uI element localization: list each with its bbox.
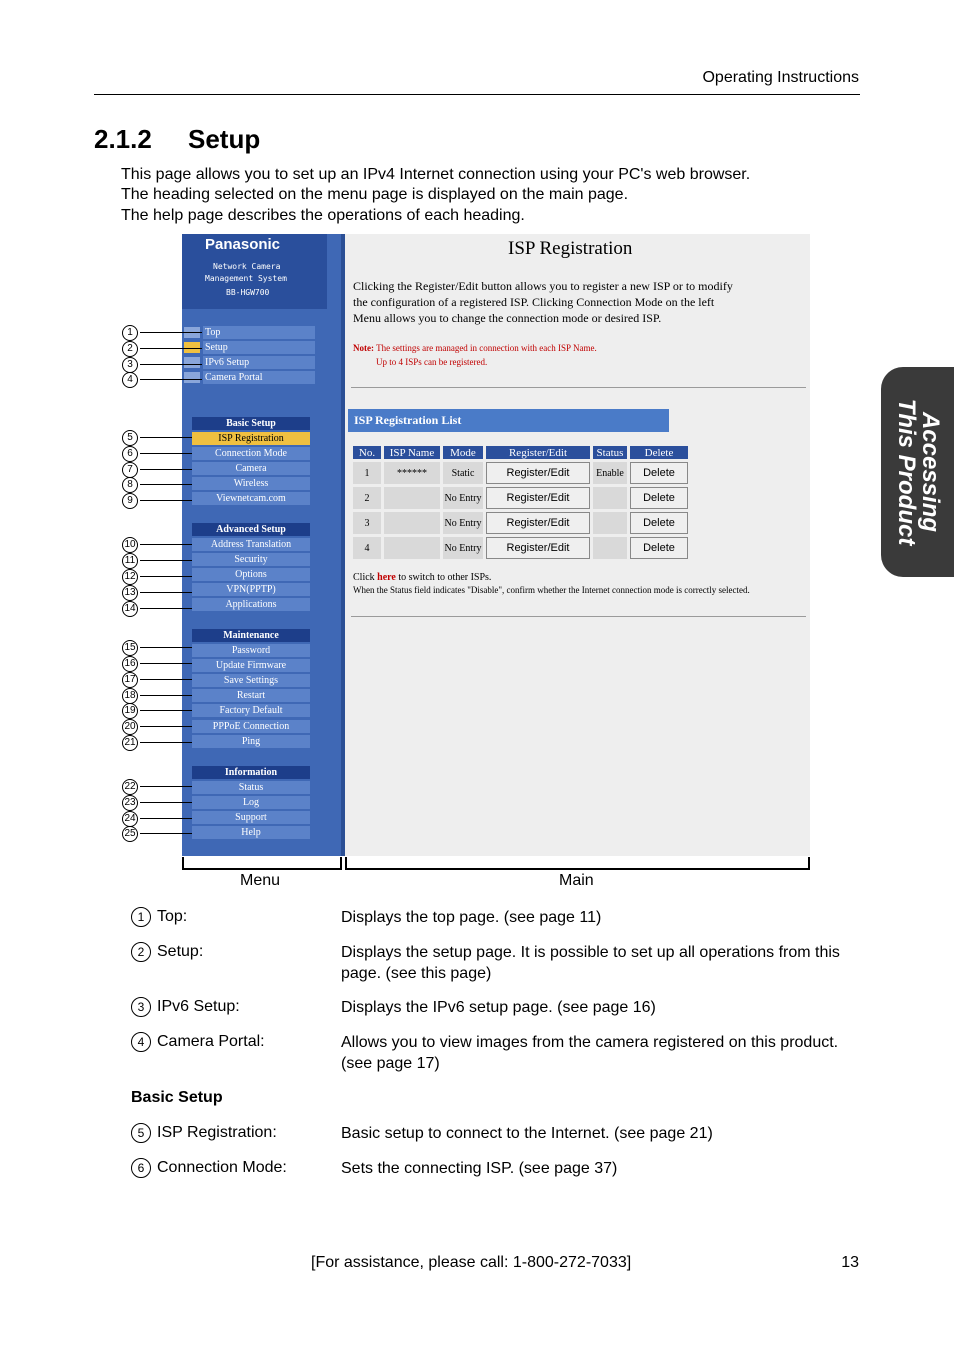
main-desc: Clicking the Register/Edit button allows you to register a new ISP or to modify bbox=[353, 279, 733, 293]
callout-14: 14 bbox=[122, 601, 138, 617]
list-title: ISP Registration List bbox=[348, 409, 669, 432]
menu-item-pppoe-connection[interactable]: PPPoE Connection bbox=[192, 720, 310, 733]
menu-item-address-translation[interactable]: Address Translation bbox=[192, 538, 310, 551]
callout-line bbox=[140, 364, 202, 365]
table-row bbox=[353, 537, 688, 559]
callout-3: 3 bbox=[122, 357, 138, 373]
intro-line: The heading selected on the menu page is displayed on the main page. bbox=[121, 186, 629, 203]
menu-item-security[interactable]: Security bbox=[192, 553, 310, 566]
running-header: Operating Instructions bbox=[702, 69, 859, 86]
cell-status bbox=[593, 487, 627, 509]
callout-2: 2 bbox=[122, 341, 138, 357]
cell-no: 1 bbox=[353, 462, 381, 484]
logo-line: Management System bbox=[205, 274, 287, 283]
callout-line bbox=[140, 679, 192, 680]
menu-label: Menu bbox=[240, 872, 281, 889]
callout-4: 4 bbox=[122, 372, 138, 388]
note-label: Note: bbox=[353, 343, 374, 353]
def-term: Top: bbox=[157, 908, 188, 925]
callout-line bbox=[140, 576, 192, 577]
menu-item-password[interactable]: Password bbox=[192, 644, 310, 657]
def-number: 4 bbox=[131, 1032, 151, 1052]
callout-line bbox=[140, 544, 192, 545]
logo-line: Network Camera bbox=[213, 262, 281, 271]
isp-table bbox=[350, 443, 691, 562]
chapter-tab-line1: Accessing bbox=[916, 411, 944, 533]
menu-item-ping[interactable]: Ping bbox=[192, 735, 310, 748]
cell-isp-name: ****** bbox=[384, 462, 440, 484]
callout-line bbox=[140, 332, 202, 333]
delete-button[interactable]: Delete bbox=[630, 512, 688, 534]
table-row bbox=[353, 512, 688, 534]
callout-21: 21 bbox=[122, 735, 138, 751]
def-number: 5 bbox=[131, 1123, 151, 1143]
callout-7: 7 bbox=[122, 462, 138, 478]
main-bracket bbox=[808, 857, 810, 870]
here-link[interactable]: here bbox=[377, 572, 396, 583]
def-number: 6 bbox=[131, 1158, 151, 1178]
menu-item-camera-portal[interactable]: Camera Portal bbox=[203, 371, 315, 384]
main-desc: the configuration of a registered ISP. Clicking Connection Mode on the left bbox=[353, 295, 715, 309]
register-edit-button[interactable]: Register/Edit bbox=[486, 537, 590, 559]
def-number: 2 bbox=[131, 942, 151, 962]
def-term: ISP Registration: bbox=[157, 1124, 277, 1141]
intro-line: This page allows you to set up an IPv4 Internet connection using your PC's web browser. bbox=[121, 166, 751, 183]
cell-isp-name bbox=[384, 512, 440, 534]
menu-frame bbox=[182, 234, 341, 856]
callout-16: 16 bbox=[122, 656, 138, 672]
register-edit-button[interactable]: Register/Edit bbox=[486, 487, 590, 509]
chapter-tab bbox=[881, 367, 954, 577]
menu-item-log[interactable]: Log bbox=[192, 796, 310, 809]
callout-line bbox=[140, 726, 192, 727]
group-header-advanced: Advanced Setup bbox=[192, 523, 310, 536]
cell-mode: Static bbox=[443, 462, 483, 484]
divider bbox=[351, 616, 806, 617]
callout-line bbox=[140, 802, 192, 803]
note-text: The settings are managed in connection with each ISP Name. bbox=[376, 343, 597, 353]
callout-line bbox=[140, 663, 192, 664]
def-term: Connection Mode: bbox=[157, 1159, 287, 1176]
delete-button[interactable]: Delete bbox=[630, 487, 688, 509]
callout-5: 5 bbox=[122, 430, 138, 446]
col-no: No. bbox=[353, 446, 381, 459]
menu-bracket bbox=[182, 857, 184, 870]
col-mode: Mode bbox=[443, 446, 483, 459]
callout-line bbox=[140, 695, 192, 696]
callout-8: 8 bbox=[122, 477, 138, 493]
callout-line bbox=[140, 484, 192, 485]
main-bracket bbox=[345, 857, 347, 870]
note-text-2: Up to 4 ISPs can be registered. bbox=[376, 357, 488, 367]
brand-logo: Panasonic bbox=[205, 236, 281, 253]
menu-item-wireless[interactable]: Wireless bbox=[192, 477, 310, 490]
menu-item-options[interactable]: Options bbox=[192, 568, 310, 581]
main-title: ISP Registration bbox=[508, 238, 633, 259]
cell-status bbox=[593, 512, 627, 534]
menu-item-help[interactable]: Help bbox=[192, 826, 310, 839]
callout-line bbox=[140, 560, 192, 561]
callout-line bbox=[140, 608, 192, 609]
click-pre: Click bbox=[353, 572, 375, 583]
assistance-footer: [For assistance, please call: 1-800-272-7033] bbox=[311, 1254, 632, 1271]
cell-no: 2 bbox=[353, 487, 381, 509]
def-desc: Basic setup to connect to the Internet. (see page 21) bbox=[341, 1125, 713, 1142]
section-title: Setup bbox=[188, 124, 261, 154]
callout-line bbox=[140, 647, 192, 648]
def-desc: Displays the IPv6 setup page. (see page 16) bbox=[341, 999, 656, 1016]
table-row bbox=[353, 462, 688, 484]
callout-11: 11 bbox=[122, 553, 138, 569]
cell-isp-name bbox=[384, 537, 440, 559]
menu-marker bbox=[184, 372, 200, 383]
intro-line: The help page describes the operations of each heading. bbox=[121, 207, 525, 224]
callout-line bbox=[140, 500, 192, 501]
callout-1: 1 bbox=[122, 325, 138, 341]
header-rule bbox=[94, 94, 860, 95]
callout-18: 18 bbox=[122, 688, 138, 704]
callout-12: 12 bbox=[122, 569, 138, 585]
col-delete: Delete bbox=[630, 446, 688, 459]
click-line bbox=[353, 572, 491, 583]
logo-model: BB-HGW700 bbox=[226, 288, 270, 297]
menu-item-viewnetcam[interactable]: Viewnetcam.com bbox=[192, 492, 310, 505]
register-edit-button[interactable]: Register/Edit bbox=[486, 512, 590, 534]
def-number: 3 bbox=[131, 997, 151, 1017]
menu-item-ipv6-setup[interactable]: IPv6 Setup bbox=[203, 356, 315, 369]
callout-line bbox=[140, 742, 192, 743]
click-post: to switch to other ISPs. bbox=[398, 572, 492, 583]
callout-10: 10 bbox=[122, 537, 138, 553]
def-number: 1 bbox=[131, 907, 151, 927]
menu-item-vpn[interactable]: VPN(PPTP) bbox=[192, 583, 310, 596]
register-edit-button[interactable]: Register/Edit bbox=[486, 462, 590, 484]
callout-line bbox=[140, 453, 192, 454]
cell-mode: No Entry bbox=[443, 512, 483, 534]
def-desc: Displays the top page. (see page 11) bbox=[341, 909, 602, 926]
callout-6: 6 bbox=[122, 446, 138, 462]
menu-item-update-firmware[interactable]: Update Firmware bbox=[192, 659, 310, 672]
table-header-row bbox=[353, 446, 688, 459]
cell-status: Enable bbox=[593, 462, 627, 484]
section-number: 2.1.2 bbox=[94, 124, 152, 154]
logo-panel bbox=[182, 234, 327, 309]
def-desc: Allows you to view images from the camera registered on this product. (see page 17) bbox=[341, 1034, 839, 1072]
callout-line bbox=[140, 379, 202, 380]
callout-17: 17 bbox=[122, 672, 138, 688]
col-status: Status bbox=[593, 446, 627, 459]
page-number: 13 bbox=[841, 1254, 859, 1271]
delete-button[interactable]: Delete bbox=[630, 462, 688, 484]
callout-line bbox=[140, 437, 192, 438]
callout-line bbox=[140, 592, 192, 593]
menu-item-applications[interactable]: Applications bbox=[192, 598, 310, 611]
menu-item-support[interactable]: Support bbox=[192, 811, 310, 824]
def-desc: Displays the setup page. It is possible to set up all operations from this page. (see this page) bbox=[341, 944, 840, 982]
callout-24: 24 bbox=[122, 811, 138, 827]
status-note: When the Status field indicates "Disable", confirm whether the Internet connection mode is correctly selected. bbox=[353, 585, 750, 595]
basic-setup-heading: Basic Setup bbox=[131, 1089, 223, 1106]
callout-9: 9 bbox=[122, 493, 138, 509]
menu-marker bbox=[184, 357, 200, 368]
group-header-basic: Basic Setup bbox=[192, 417, 310, 430]
table-row bbox=[353, 487, 688, 509]
callout-line bbox=[140, 469, 192, 470]
menu-item-camera[interactable]: Camera bbox=[192, 462, 310, 475]
menu-item-setup[interactable]: Setup bbox=[203, 341, 315, 354]
frame-divider bbox=[341, 234, 345, 856]
callout-23: 23 bbox=[122, 795, 138, 811]
callout-25: 25 bbox=[122, 826, 138, 842]
menu-item-restart[interactable]: Restart bbox=[192, 689, 310, 702]
main-bracket bbox=[345, 868, 810, 870]
menu-item-isp-registration[interactable]: ISP Registration bbox=[192, 432, 310, 445]
cell-status bbox=[593, 537, 627, 559]
callout-line bbox=[140, 833, 192, 834]
menu-bracket bbox=[182, 868, 342, 870]
menu-item-save-settings[interactable]: Save Settings bbox=[192, 674, 310, 687]
callout-line bbox=[140, 710, 192, 711]
menu-bracket bbox=[340, 857, 342, 870]
callout-line bbox=[140, 348, 202, 349]
menu-item-top[interactable]: Top bbox=[203, 326, 315, 339]
note-line bbox=[353, 343, 597, 353]
delete-button[interactable]: Delete bbox=[630, 537, 688, 559]
def-term: IPv6 Setup: bbox=[157, 998, 240, 1015]
group-header-maintenance: Maintenance bbox=[192, 629, 310, 642]
cell-isp-name bbox=[384, 487, 440, 509]
divider bbox=[351, 387, 806, 388]
col-isp-name: ISP Name bbox=[384, 446, 440, 459]
callout-line bbox=[140, 818, 192, 819]
cell-mode: No Entry bbox=[443, 537, 483, 559]
def-term: Camera Portal: bbox=[157, 1033, 265, 1050]
group-header-information: Information bbox=[192, 766, 310, 779]
main-desc: Menu allows you to change the connection mode or desired ISP. bbox=[353, 311, 662, 325]
callout-19: 19 bbox=[122, 703, 138, 719]
web-ui-screenshot bbox=[182, 234, 810, 856]
callout-15: 15 bbox=[122, 640, 138, 656]
main-frame bbox=[346, 234, 810, 856]
def-term: Setup: bbox=[157, 943, 204, 960]
main-label: Main bbox=[559, 872, 594, 889]
cell-no: 4 bbox=[353, 537, 381, 559]
chapter-tab-line2: This Product bbox=[892, 398, 920, 546]
menu-item-status[interactable]: Status bbox=[192, 781, 310, 794]
callout-line bbox=[140, 786, 192, 787]
col-register-edit: Register/Edit bbox=[486, 446, 590, 459]
menu-item-factory-default[interactable]: Factory Default bbox=[192, 704, 310, 717]
callout-22: 22 bbox=[122, 779, 138, 795]
callout-20: 20 bbox=[122, 719, 138, 735]
menu-item-connection-mode[interactable]: Connection Mode bbox=[192, 447, 310, 460]
callout-13: 13 bbox=[122, 585, 138, 601]
cell-mode: No Entry bbox=[443, 487, 483, 509]
cell-no: 3 bbox=[353, 512, 381, 534]
def-desc: Sets the connecting ISP. (see page 37) bbox=[341, 1160, 618, 1177]
